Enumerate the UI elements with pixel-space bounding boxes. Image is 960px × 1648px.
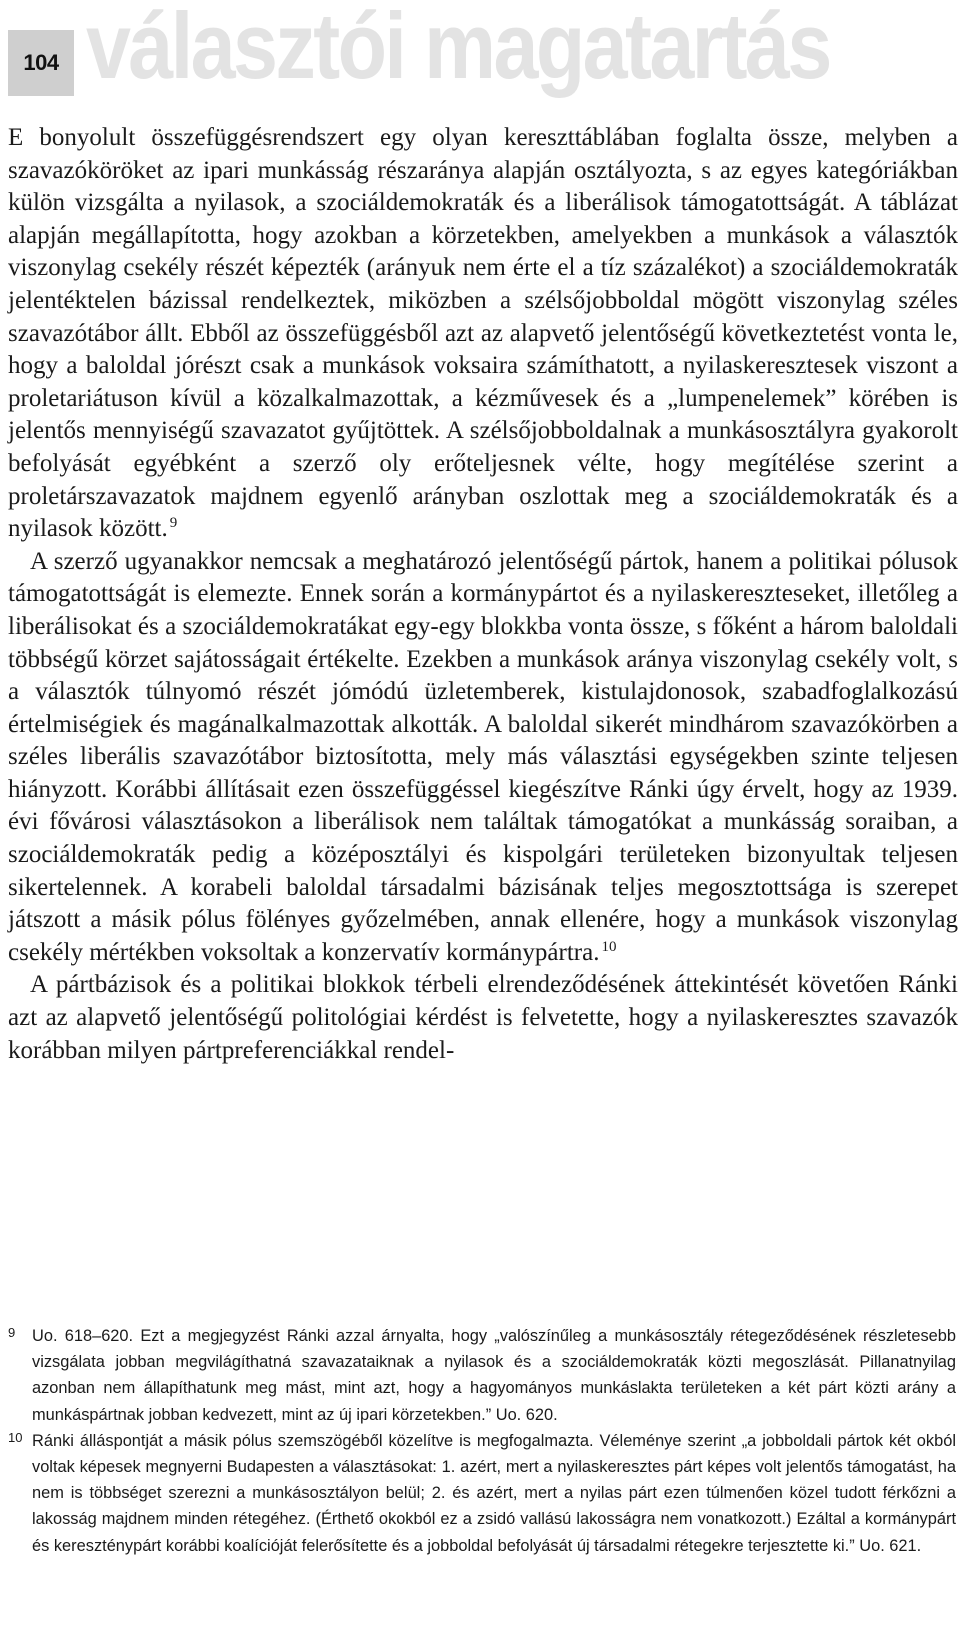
footnote-reference-10: 10 — [601, 938, 617, 955]
running-title: választói magatartás — [86, 0, 830, 98]
paragraph-2 — [8, 546, 958, 970]
page-header — [0, 0, 960, 118]
footnote-number: 10 — [8, 1429, 23, 1445]
footnote-9 — [8, 1323, 956, 1428]
body-text — [8, 122, 958, 1067]
footnote-text: Uo. 618–620. Ezt a megjegyzést Ránki azzal árnyalta, hogy „valószínűleg a munkásosztály rétegeződésének részletesebb vizsgálata jobban megvilágíthatná szavazataiknak a nyilasok és a szociáldemokraták közti megoszlását. Pillanatnyilag azonban nem állapíthatunk meg mást, mint azt, hogy a hagyományos munkáslakta területeken a két párt közti arány a munkáspártnak jobban kedvezett, mint az új ipari körzetekben.” Uo. 620. — [32, 1327, 956, 1424]
footnotes — [8, 1323, 956, 1559]
page-number: 104 — [23, 50, 59, 75]
paragraph-1-text: E bonyolult összefüggésrendszert egy olyan kereszttáblában foglalta össze, melyben a szavazóköröket az ipari munkásság részaránya alapján osztályozta, s az egyes kategóriákban külön vizsgálta a nyilasok, a szociáldemokraták és a liberálisok támogatottságát. A táblázat alapján megállapította, hogy azokban a körzetekben, amelyekben a munkások a választók viszonylag csekély részét képezték (arányuk nem érte el a tíz százalékot) a szociáldemokraták jelentéktelen bázissal rendelkeztek, miközben a szélsőjobboldal mögött viszonylag széles szavazótábor állt. Ebből az összefüggésből azt az alapvető jelentőségű következtetést vonta le, hogy a baloldal jórészt csak a munkások voksaira számíthatott, a nyilaskeresztesek viszont a proletariátuson kívül a közalkalmazottak, a kézművesek és a „lumpenelemek” körében is jelentős mennyiségű szavazatot gyűjtöttek. A szélsőjobboldalnak a munkásosztályra gyakorolt befolyását egyébként a szerző oly erőteljesnek vélte, hogy megítélése szerint a proletárszavazatok majdnem egyenlő arányban oszlottak meg a szociáldemokraták és a nyilasok között. — [8, 124, 958, 543]
paragraph-3-text: A pártbázisok és a politikai blokkok térbeli elrendeződésének áttekintését követően Ránki azt az alapvető jelentőségű politológiai kérdést is felvetette, hogy a nyilaskeresztes szavazók korábban milyen pártpreferenciákkal rendel- — [8, 971, 958, 1064]
footnote-text: Ránki álláspontját a másik pólus szemszögéből közelítve is megfogalmazta. Véleménye szerint „a jobboldali pártok két okból voltak képesek megnyerni Budapesten a választásokat: 1. azért, mert a nyilaskeresztes párt képes volt jelentős támogatást, ha nem is többséget szerezni a munkásosztályon belül; 2. és azért, mert a nyilas párt ezen túlmenően közel tudott férkőzni a lakosság majdnem minden rétegéhez. (Érthető okokból ez a zsidó vallású lakosságra nem vonatkozott.) Ezáltal a kormánypárt és kereszténypárt korábbi koalícióját felerősítette és a jobboldal befolyását új társadalmi rétegekre terjesztette ki.” Uo. 621. — [32, 1431, 956, 1555]
footnote-number: 9 — [8, 1325, 16, 1340]
page-number-box — [8, 30, 74, 96]
paragraph-2-text: A szerző ugyanakkor nemcsak a meghatározó jelentőségű pártok, hanem a politikai pólusok támogatottságát is elemezte. Ennek során a kormánypártot és a nyilaskereszteseket, illetőleg a liberálisokat és a szociáldemokratákat egy-egy blokkba vonta össze, s főként a három baloldali többségű körzet sajátosságait értékelte. Ezekben a munkások aránya viszonylag csekély volt, s a választók túlnyomó részét jómódú üzletemberek, kistulajdonosok, szabadfoglalkozású értelmiségiek és magánalkalmazottak alkották. A baloldal sikerét mindhárom szavazókörben a széles liberális szavazótábor biztosította, mely más választási egységekben szinte teljesen hiányzott. Korábbi állításait ezen összefüggéssel kiegészítve Ránki úgy érvelt, hogy az 1939. évi fővárosi választásokon a liberálisok nem találtak támogatókat a munkásság soraiban, a szociáldemokraták pedig a középosztályi és kispolgári területeken bizonyultak teljesen sikertelennek. A korabeli baloldal társadalmi bázisának teljes megosztottsága is szerepet játszott a másik pólus fölényes győzelmében, annak ellenére, hogy a munkások viszonylag csekély mértékben voksoltak a konzervatív kormánypártra. — [8, 547, 958, 966]
footnote-reference-9: 9 — [169, 515, 178, 532]
paragraph-3 — [8, 969, 958, 1067]
footnote-10 — [8, 1428, 956, 1559]
paragraph-1 — [8, 122, 958, 546]
